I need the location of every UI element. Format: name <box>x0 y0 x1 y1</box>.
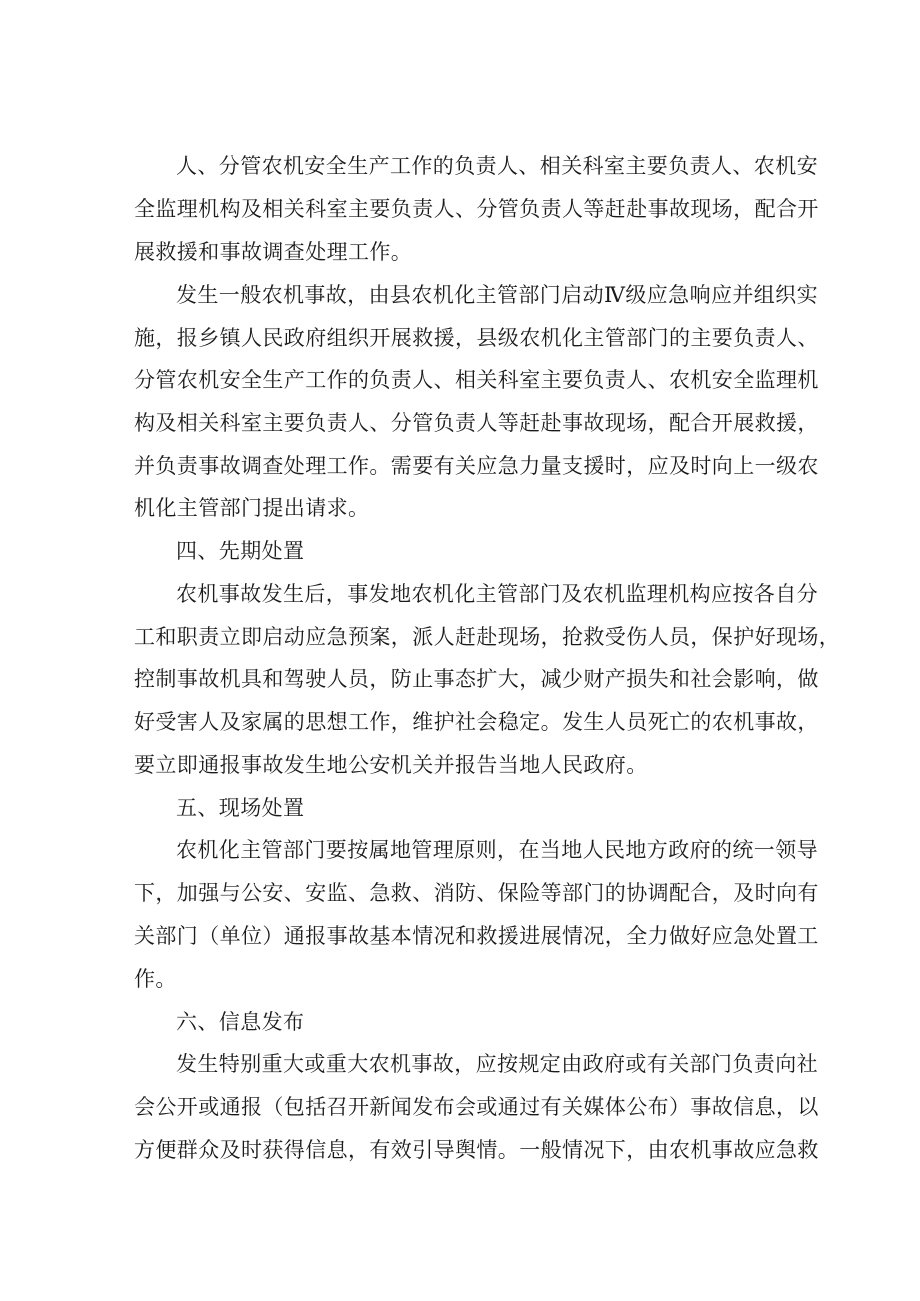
text-line: 构及相关科室主要负责人、分管负责人等赶赴事故现场，配合开展救援， <box>134 411 819 435</box>
text-line: 并负责事故调查处理工作。需要有关应急力量支援时，应及时向上一级农 <box>134 454 819 478</box>
text-line: 施，报乡镇人民政府组织开展救援，县级农机化主管部门的主要负责人、 <box>134 326 819 350</box>
text-line: 会公开或通报（包括召开新闻发布会或通过有关媒体公布）事故信息，以 <box>134 1095 819 1119</box>
text-line: 工和职责立即启动应急预案，派人赶赴现场，抢救受伤人员，保护好现场， <box>134 625 841 649</box>
text-line: 发生特别重大或重大农机事故，应按规定由政府或有关部门负责向社 <box>176 1052 818 1076</box>
text-line: 方便群众及时获得信息，有效引导舆情。一般情况下，由农机事故应急救 <box>134 1138 819 1162</box>
text-line: 作。 <box>134 967 177 991</box>
text-line: 农机化主管部门要按属地管理原则，在当地人民地方政府的统一领导 <box>176 838 818 862</box>
text-line: 机化主管部门提出请求。 <box>134 496 370 520</box>
text-line: 六、信息发布 <box>176 1010 305 1034</box>
text-line: 展救援和事故调查处理工作。 <box>134 240 413 264</box>
text-line: 要立即通报事故发生地公安机关并报告当地人民政府。 <box>134 753 648 777</box>
text-line: 分管农机安全生产工作的负责人、相关科室主要负责人、农机安全监理机 <box>134 368 819 392</box>
text-line: 发生一般农机事故，由县农机化主管部门启动Ⅳ级应急响应并组织实 <box>176 283 818 307</box>
text-line: 关部门（单位）通报事故基本情况和救援进展情况，全力做好应急处置工 <box>134 924 819 948</box>
text-line: 人、分管农机安全生产工作的负责人、相关科室主要负责人、农机安 <box>176 154 818 178</box>
text-line: 控制事故机具和驾驶人员，防止事态扩大，减少财产损失和社会影响，做 <box>134 667 819 691</box>
text-line: 四、先期处置 <box>176 539 305 563</box>
text-line: 五、现场处置 <box>176 796 305 820</box>
text-line: 全监理机构及相关科室主要负责人、分管负责人等赶赴事故现场，配合开 <box>134 197 819 221</box>
text-line: 好受害人及家属的思想工作，维护社会稳定。发生人员死亡的农机事故， <box>134 710 819 734</box>
text-line: 农机事故发生后，事发地农机化主管部门及农机监理机构应按各自分 <box>176 582 818 606</box>
text-line: 下，加强与公安、安监、急救、消防、保险等部门的协调配合，及时向有 <box>134 881 819 905</box>
